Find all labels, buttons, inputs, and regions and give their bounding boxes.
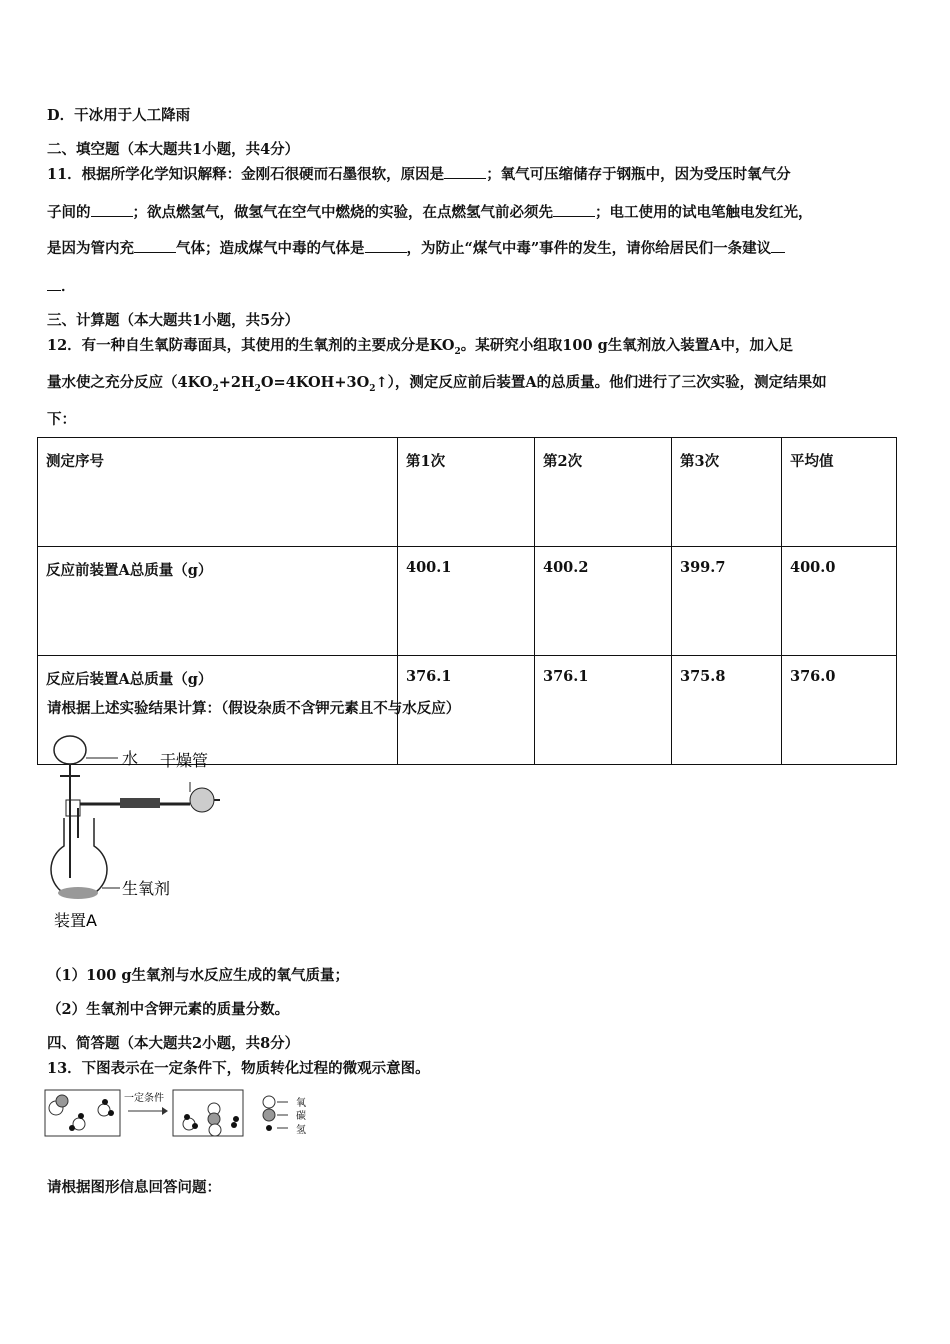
q12-line2: 量水使之充分反应$(4KO_2+2H_2O=4KOH+3O_2↑)$，测定反应前后装置A的总质量。他们进行了三次实验，测定结果如 bbox=[47, 374, 827, 394]
label-oxygen-agent: 生氧剂 bbox=[122, 879, 171, 898]
q11-line4: ． bbox=[47, 275, 76, 296]
q11-line1: 11．根据所学化学知识解释：金刚石很硬而石墨很软，原因是 ；氧气可压缩储存于钢瓶中，因为受压时氧气分 bbox=[47, 166, 791, 183]
label-dryer: 干燥管 bbox=[160, 751, 209, 770]
sub-question-1: （1）100 g生氧剂与水反应生成的氧气质量； bbox=[47, 967, 350, 984]
calc-instruction: 请根据上述实验结果计算：（假设杂质不含钾元素且不与水反应） bbox=[47, 700, 461, 717]
label-water: 水 bbox=[122, 749, 139, 768]
q11-line2: 子间的 ；欲点燃氢气，做氢气在空气中燃烧的实验，在点燃氢气前必须先 ；电工使用的试电笔触电发红光， bbox=[47, 204, 813, 221]
label-device-a: 装置A bbox=[54, 911, 97, 930]
table-header-row: 测定序号 第1次 第2次 第3次 平均值 bbox=[38, 438, 897, 547]
legend-hydrogen: 氢 bbox=[296, 1125, 306, 1136]
section-2-title: 二、填空题（本大题共1小题，共4分） bbox=[47, 141, 300, 158]
q12-line3: 下： bbox=[47, 411, 76, 428]
apparatus-diagram bbox=[40, 728, 240, 933]
table-row: 反应前装置A总质量（g） 400.1 400.2 399.7 400.0 bbox=[38, 547, 897, 656]
q13-text: 13．下图表示在一定条件下，物质转化过程的微观示意图。 bbox=[47, 1060, 430, 1077]
sub-question-2: （2）生氧剂中含钾元素的质量分数。 bbox=[47, 1001, 290, 1018]
option-d: D．干冰用于人工降雨 bbox=[47, 107, 191, 124]
q11-line3: 是因为管内充 气体；造成煤气中毒的气体是 ，为防止“煤气中毒”事件的发生，请你给居民们一条建议 bbox=[47, 237, 785, 258]
section-3-title: 三、计算题（本大题共1小题，共5分） bbox=[47, 312, 300, 329]
condition-label: 一定条件 bbox=[124, 1093, 164, 1104]
q13-ask: 请根据图形信息回答问题： bbox=[47, 1179, 221, 1196]
molecular-diagram bbox=[44, 1088, 324, 1140]
section-4-title: 四、简答题（本大题共2小题，共8分） bbox=[47, 1035, 300, 1052]
legend-oxygen: 氧 bbox=[296, 1098, 306, 1109]
table-row: 反应后装置A总质量（g） 376.1 376.1 375.8 376.0 bbox=[38, 656, 897, 765]
q12-line1: 12．有一种自生氧防毒面具，其使用的生氧剂的主要成分是$KO_2$。某研究小组取100 g生氧剂放入装置A中，加入足 bbox=[47, 337, 793, 357]
legend-carbon: 碳 bbox=[296, 1111, 306, 1122]
